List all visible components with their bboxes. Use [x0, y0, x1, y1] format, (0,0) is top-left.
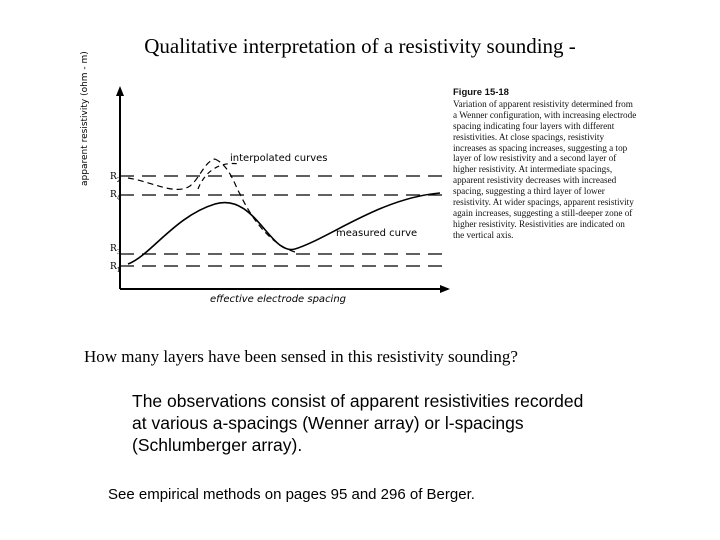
level-r2-label: $R_2$ [110, 172, 121, 184]
level-r3-label: $R_3$ [110, 244, 121, 256]
observations-text: The observations consist of apparent resistivities recorded at various a-spacings (Wenner array) or l-spacings (Schlumberger array). [132, 391, 584, 455]
interpolated-curve-rise [128, 159, 215, 189]
figure-caption [453, 88, 638, 241]
slide-title: Qualitative interpretation of a resistivity sounding - [144, 34, 576, 58]
y-axis-arrow [116, 86, 124, 96]
reference-text: See empirical methods on pages 95 and 296 of Berger. [108, 486, 475, 503]
y-axis-label: apparent resistivity (ohm - m) [80, 51, 90, 186]
interpolated-curve-drop [215, 159, 295, 252]
caption-title: Figure 15-18 [453, 87, 509, 98]
level-r4-label: $R_4$ [110, 190, 121, 202]
measured-curve-label: measured curve [336, 228, 418, 239]
caption-text: Variation of apparent resistivity determined from a Wenner configuration, with increasing electrode spacing indicating four layers with different resistivities. At close spacings, resistivity increases as spacing increases, suggesting a top layer of low resistivity and a second layer of higher resistivity. At intermediate spacings, apparent resistivity decreases with increased spacing, suggesting a third layer of lower resistivity. At wider spacings, apparent resistivity again increases, suggesting a still-deeper zone of higher resistivity. Resistivities are indicated on the vertical axis. [453, 98, 637, 240]
x-axis-arrow [440, 285, 450, 293]
resistivity-figure [80, 51, 640, 308]
interpolated-curves-label: interpolated curves [230, 153, 328, 164]
x-axis-label: effective electrode spacing [210, 294, 347, 305]
question-text: How many layers have been sensed in this resistivity sounding? [84, 347, 518, 366]
level-r1-label: $R_1$ [110, 262, 121, 274]
sounding-curve-diagram [80, 86, 460, 308]
